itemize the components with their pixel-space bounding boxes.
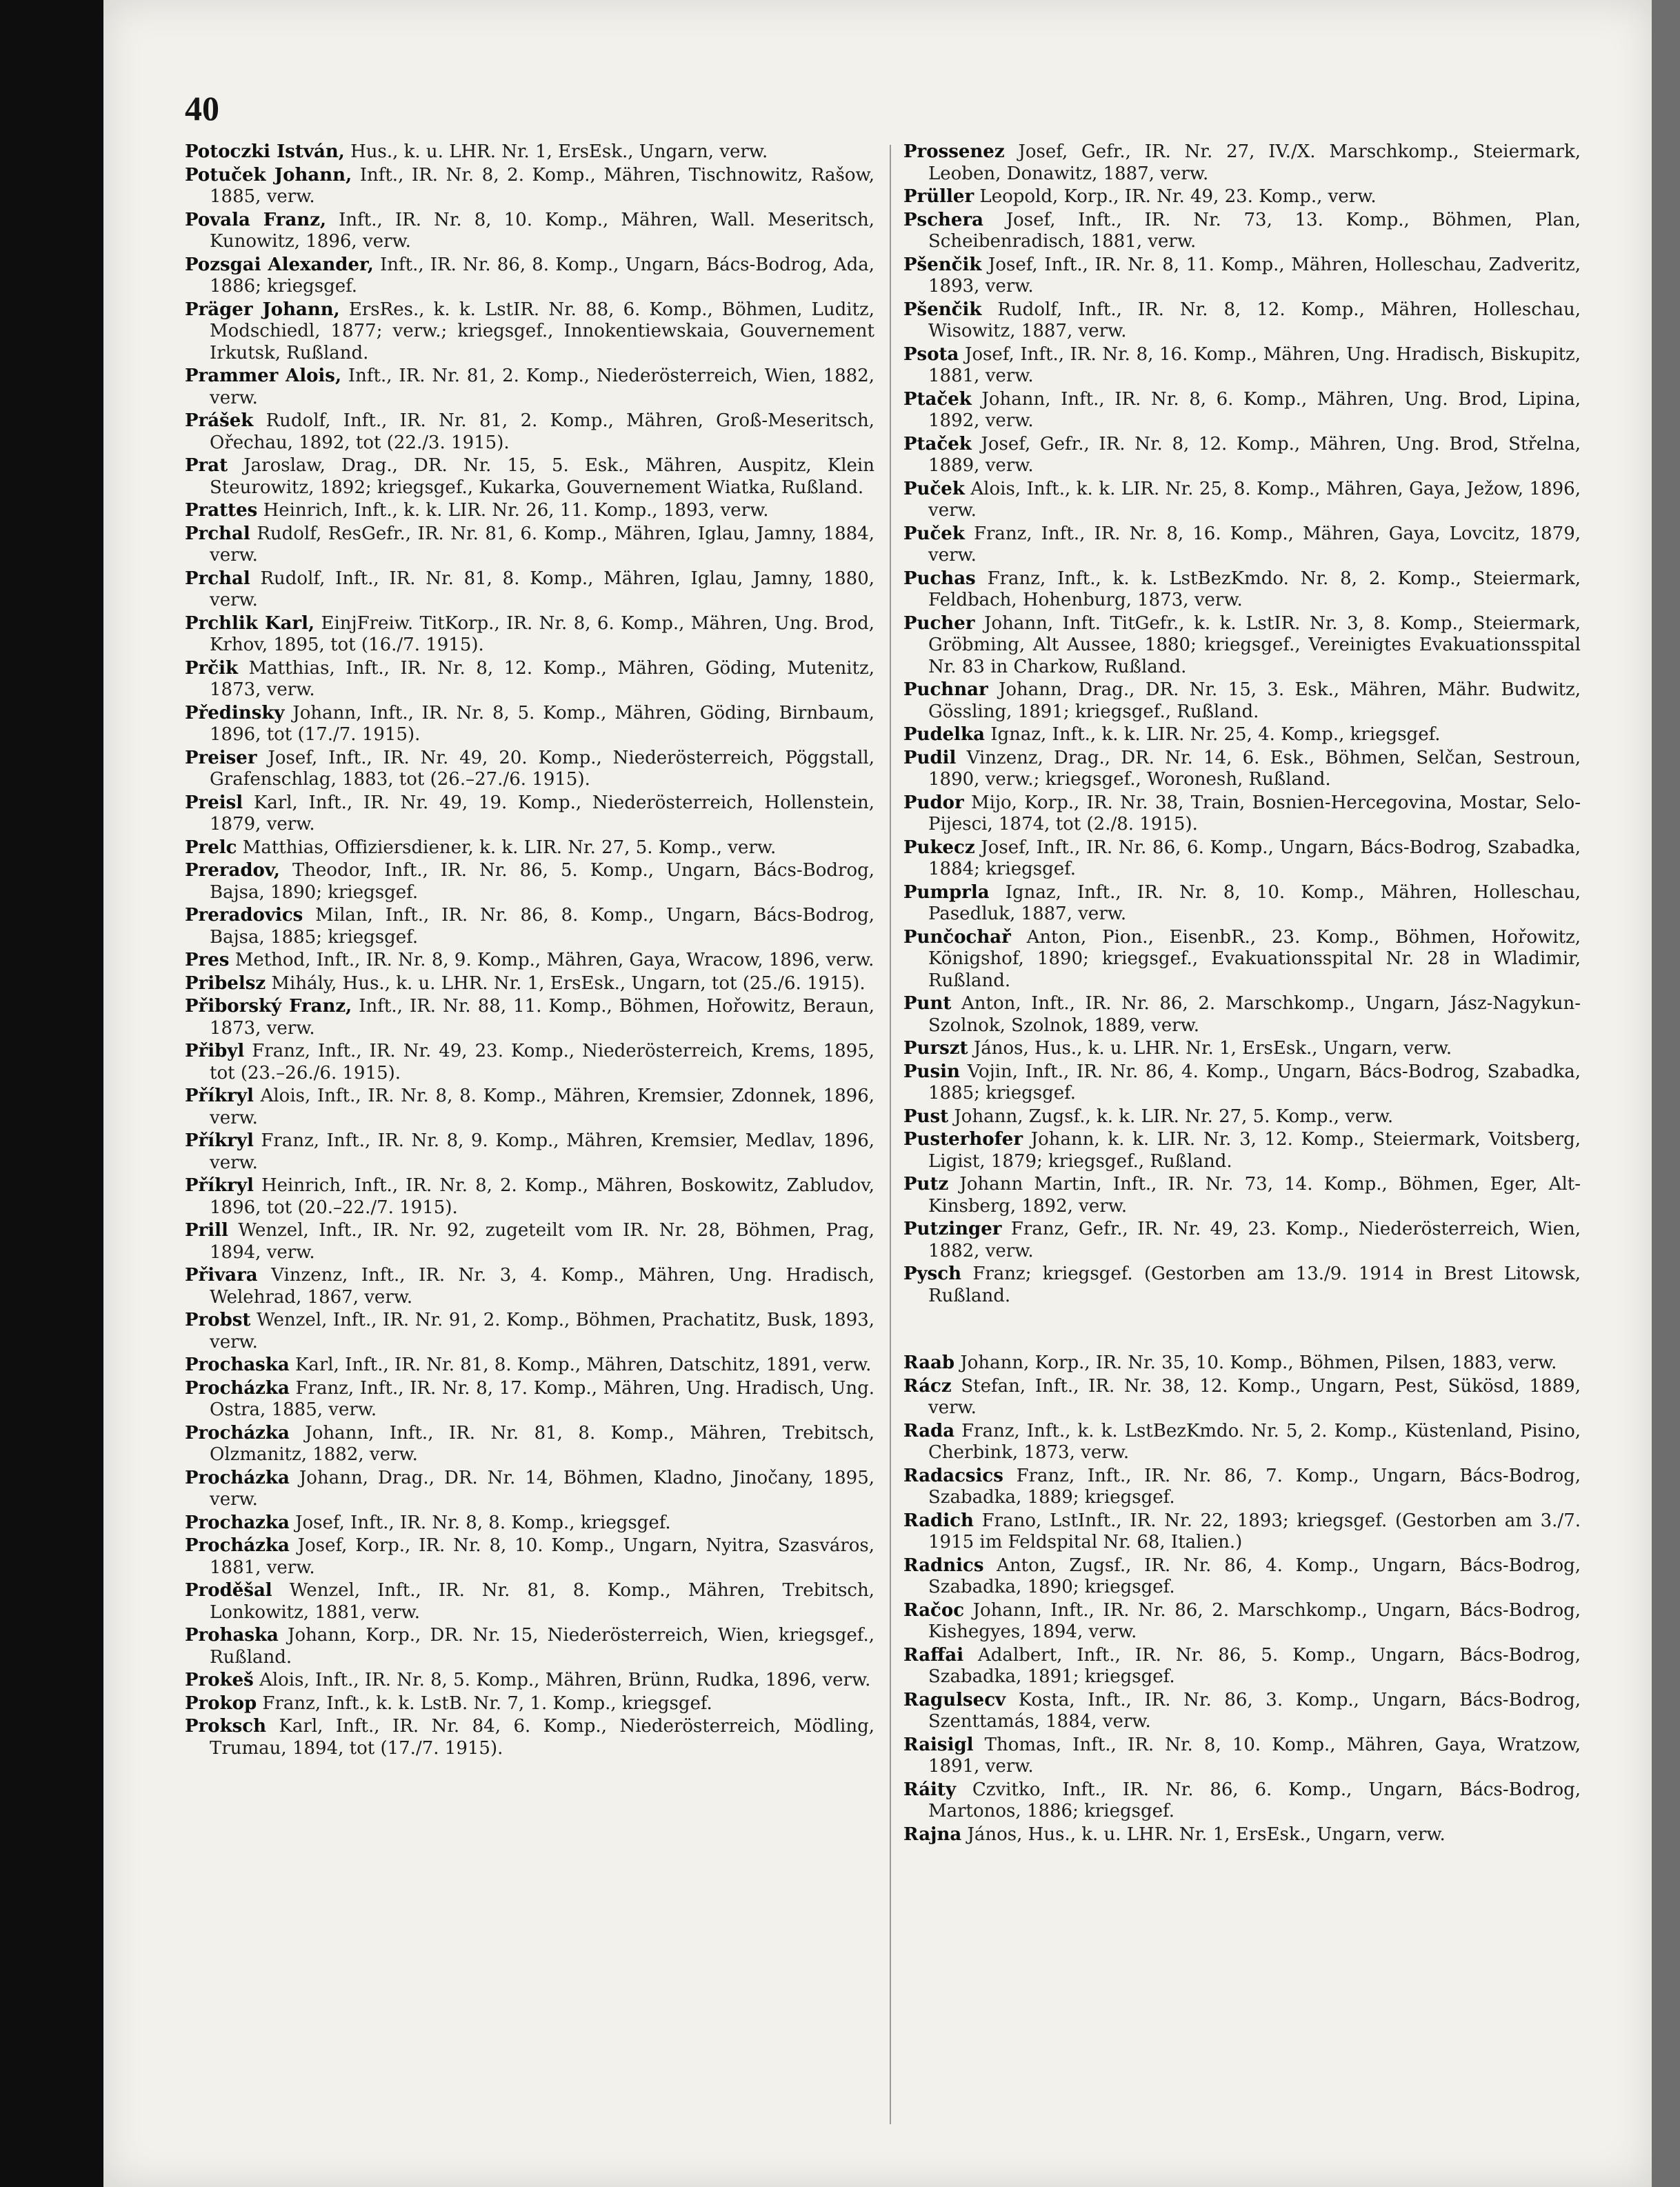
list-entry xyxy=(185,837,874,859)
entry-surname: Punt xyxy=(903,993,952,1014)
entry-details: Hus., k. u. LHR. Nr. 1, ErsEsk., Ungarn, verw. xyxy=(350,141,768,162)
list-entry xyxy=(185,1265,874,1308)
list-entry xyxy=(185,568,874,612)
entry-details: Inft., IR. Nr. 8, 10. Komp., Mähren, Wall. Meseritsch, Kunowitz, 1896, verw. xyxy=(210,209,874,252)
list-entry xyxy=(903,1376,1581,1419)
entry-surname: Přivara xyxy=(185,1265,258,1286)
list-entry xyxy=(185,703,874,746)
entry-surname: Ragulsecv xyxy=(903,1689,1006,1710)
entry-surname: Ptaček xyxy=(903,388,972,410)
entry-surname: Ráity xyxy=(903,1779,957,1800)
list-entry xyxy=(903,1645,1581,1688)
list-entry xyxy=(903,434,1581,477)
list-entry xyxy=(903,748,1581,791)
entry-surname: Pres xyxy=(185,950,230,970)
list-entry xyxy=(903,792,1581,836)
entry-details: Mihály, Hus., k. u. LHR. Nr. 1, ErsEsk., Ungarn, tot (25./6. 1915). xyxy=(271,972,866,994)
entry-details: Stefan, Inft., IR. Nr. 38, 12. Komp., Ungarn, Pest, Sükösd, 1889, verw. xyxy=(928,1375,1581,1418)
entry-details: Franz, Inft., k. k. LstBezKmdo. Nr. 8, 2. Komp., Steiermark, Feldbach, Hohenburg, 1873, verw. xyxy=(928,568,1581,610)
entry-surname: Pukecz xyxy=(903,837,975,858)
entry-surname: Radnics xyxy=(903,1555,984,1576)
list-entry xyxy=(903,724,1581,746)
entry-details: Johann, Inft., IR. Nr. 8, 5. Komp., Mähren, Göding, Birnbaum, 1896, tot (17./7. 1915). xyxy=(210,702,875,745)
entry-details: Franz, Gefr., IR. Nr. 49, 23. Komp., Niederösterreich, Wien, 1882, verw. xyxy=(928,1219,1581,1261)
entry-surname: Psota xyxy=(903,343,959,365)
entry-details: Josef, Inft., IR. Nr. 49, 20. Komp., Niederösterreich, Pöggstall, Grafenschlag, 1883, tot (26.–27./6. 1915). xyxy=(210,747,875,790)
list-entry xyxy=(903,1264,1581,1307)
entry-details: Milan, Inft., IR. Nr. 86, 8. Komp., Ungarn, Bács-Bodrog, Bajsa, 1885; kriegsgef. xyxy=(210,905,874,948)
entry-details: Josef, Gefr., IR. Nr. 8, 12. Komp., Mähren, Ung. Brod, Střelna, 1889, verw. xyxy=(928,433,1581,476)
list-entry xyxy=(185,996,874,1039)
list-entry xyxy=(185,950,874,972)
entry-details: Inft., IR. Nr. 86, 8. Komp., Ungarn, Bács-Bodrog, Ada, 1886; kriegsgef. xyxy=(210,254,874,297)
list-entry xyxy=(903,1600,1581,1644)
entry-surname: Probst xyxy=(185,1310,251,1330)
entry-details: Vinzenz, Inft., IR. Nr. 3, 4. Komp., Mähren, Ung. Hradisch, Welehrad, 1867, verw. xyxy=(210,1265,875,1308)
entry-surname: Předinsky xyxy=(185,702,285,723)
list-entry xyxy=(903,210,1581,253)
entry-surname: Purszt xyxy=(903,1038,968,1059)
entry-surname: Pudor xyxy=(903,792,964,813)
entry-surname: Punčochař xyxy=(903,926,1011,948)
entry-details: Alois, Inft., k. k. LIR. Nr. 25, 8. Komp., Mähren, Gaya, Ježow, 1896, verw. xyxy=(928,478,1581,521)
entry-details: Mijo, Korp., IR. Nr. 38, Train, Bosnien-Hercegovina, Mostar, Selo-Pijesci, 1874, tot (2./8. 1915). xyxy=(928,792,1581,835)
entry-surname: Příkryl xyxy=(185,1175,254,1196)
entry-surname: Prčik xyxy=(185,657,238,679)
list-entry xyxy=(185,1041,874,1084)
entry-details: Adalbert, Inft., IR. Nr. 86, 5. Komp., Ungarn, Bács-Bodrog, Szabadka, 1891; kriegsgef. xyxy=(928,1644,1581,1687)
entry-details: Josef, Korp., IR. Nr. 8, 10. Komp., Ungarn, Nyitra, Szasváros, 1881, verw. xyxy=(210,1535,875,1578)
entry-surname: Prohaska xyxy=(185,1625,279,1646)
entry-details: Johann, Inft., IR. Nr. 8, 6. Komp., Mähren, Ung. Brod, Lipina, 1892, verw. xyxy=(928,388,1581,431)
entry-details: Wenzel, Inft., IR. Nr. 91, 2. Komp., Böhmen, Prachatitz, Busk, 1893, verw. xyxy=(210,1310,874,1352)
entry-surname: Radacsics xyxy=(903,1465,1003,1486)
entry-details: Johann, Drag., DR. Nr. 15, 3. Esk., Mähren, Mähr. Budwitz, Gössling, 1891; kriegsgef., Rußland. xyxy=(928,679,1581,722)
entry-details: Franz, Inft., k. k. LstB. Nr. 7, 1. Komp., kriegsgef. xyxy=(262,1692,712,1714)
entry-surname: Račoc xyxy=(903,1599,965,1621)
entry-surname: Proksch xyxy=(185,1716,266,1737)
list-entry xyxy=(903,927,1581,992)
list-entry xyxy=(903,1510,1581,1554)
entry-details: Method, Inft., IR. Nr. 8, 9. Komp., Mähren, Gaya, Wracow, 1896, verw. xyxy=(234,950,874,970)
entry-surname: Potoczki István, xyxy=(185,141,345,162)
entry-details: Wenzel, Inft., IR. Nr. 81, 8. Komp., Mähren, Trebitsch, Lonkowitz, 1881, verw. xyxy=(210,1580,874,1623)
entry-surname: Preiser xyxy=(185,747,257,768)
list-entry xyxy=(185,1310,874,1353)
entry-details: Rudolf, ResGefr., IR. Nr. 81, 6. Komp., Mähren, Iglau, Jamny, 1884, verw. xyxy=(210,523,874,566)
entry-details: Leopold, Korp., IR. Nr. 49, 23. Komp., verw. xyxy=(979,186,1377,207)
entry-details: Inft., IR. Nr. 81, 2. Komp., Niederösterreich, Wien, 1882, verw. xyxy=(210,366,875,408)
list-entry xyxy=(903,254,1581,298)
list-entry xyxy=(185,1175,874,1219)
list-entry xyxy=(185,905,874,948)
left-column xyxy=(185,141,874,1761)
list-entry xyxy=(903,1421,1581,1464)
entry-details: Alois, Inft., IR. Nr. 8, 5. Komp., Mähren, Brünn, Rudka, 1896, verw. xyxy=(259,1670,871,1690)
entry-surname: Raab xyxy=(903,1352,955,1373)
entry-details: Heinrich, Inft., IR. Nr. 8, 2. Komp., Mähren, Boskowitz, Zabludov, 1896, tot (20.–22./7. 1915). xyxy=(210,1175,875,1218)
entry-details: Franz, Inft., IR. Nr. 86, 7. Komp., Ungarn, Bács-Bodrog, Szabadka, 1889; kriegsgef. xyxy=(928,1465,1581,1508)
scan-edge xyxy=(1652,0,1680,2187)
entry-surname: Procházka xyxy=(185,1422,290,1444)
entry-details: Thomas, Inft., IR. Nr. 8, 10. Komp., Mähren, Gaya, Wratzow, 1891, verw. xyxy=(928,1734,1581,1777)
entry-surname: Prat xyxy=(185,455,228,476)
entry-details: Johann Martin, Inft., IR. Nr. 73, 14. Komp., Böhmen, Eger, Alt-Kinsberg, 1892, verw. xyxy=(928,1174,1581,1217)
entry-details: Johann, Korp., IR. Nr. 35, 10. Komp., Böhmen, Pilsen, 1883, verw. xyxy=(960,1352,1557,1373)
entry-details: Theodor, Inft., IR. Nr. 86, 5. Komp., Ungarn, Bács-Bodrog, Bajsa, 1890; kriegsgef. xyxy=(210,860,875,903)
entry-details: Johann, Korp., DR. Nr. 15, Niederösterreich, Wien, kriegsgef., Rußland. xyxy=(210,1625,874,1668)
entry-details: Franz, Inft., k. k. LstBezKmdo. Nr. 5, 2. Komp., Küstenland, Pisino, Cherbink, 1873, verw. xyxy=(928,1420,1581,1463)
entry-details: Anton, Pion., EisenbR., 23. Komp., Böhmen, Hořowitz, Königshof, 1890; kriegsgef., Evakuationsspital Nr. 28 in Wladimir, Rußland. xyxy=(928,926,1581,991)
entry-details: ErsRes., k. k. LstIR. Nr. 88, 6. Komp., Böhmen, Luditz, Modschiedl, 1877; verw.; kriegsgef., Innokentiewskaia, Gouvernement Irkutsk, Rußland. xyxy=(210,299,875,363)
entry-surname: Procházka xyxy=(185,1377,290,1399)
entry-surname: Prammer Alois, xyxy=(185,366,341,386)
list-entry xyxy=(185,860,874,903)
entry-surname: Pust xyxy=(903,1106,949,1127)
column-divider xyxy=(890,145,891,2124)
entry-details: Alois, Inft., IR. Nr. 8, 8. Komp., Mähren, Kremsier, Zdonnek, 1896, verw. xyxy=(210,1086,875,1128)
list-entry xyxy=(185,1468,874,1511)
list-entry xyxy=(185,658,874,701)
list-entry xyxy=(903,1061,1581,1105)
entry-surname: Pribelsz xyxy=(185,972,266,994)
list-entry xyxy=(903,993,1581,1037)
entry-details: Heinrich, Inft., k. k. LIR. Nr. 26, 11. Komp., 1893, verw. xyxy=(263,500,769,521)
entry-details: Frano, LstInft., IR. Nr. 22, 1893; kriegsgef. (Gestorben am 3./7. 1915 im Feldspital Nr. 68, Italien.) xyxy=(928,1510,1581,1552)
entry-surname: Prokop xyxy=(185,1692,257,1714)
entry-details: Franz, Inft., IR. Nr. 8, 16. Komp., Mähren, Gaya, Lovcitz, 1879, verw. xyxy=(928,523,1581,566)
entry-surname: Prchal xyxy=(185,523,250,544)
entry-surname: Prochaska xyxy=(185,1355,290,1375)
entry-surname: Proděšal xyxy=(185,1580,272,1601)
list-entry xyxy=(903,1352,1581,1375)
entry-surname: Prochazka xyxy=(185,1512,290,1533)
entry-details: Johann, Inft., IR. Nr. 86, 2. Marschkomp., Ungarn, Bács-Bodrog, Kishegyes, 1894, verw. xyxy=(928,1599,1581,1642)
entry-details: Matthias, Offiziersdiener, k. k. LIR. Nr. 27, 5. Komp., verw. xyxy=(242,837,777,858)
list-entry xyxy=(185,1625,874,1668)
list-entry xyxy=(903,1038,1581,1060)
list-entry xyxy=(185,410,874,454)
entry-details: Vojin, Inft., IR. Nr. 86, 4. Komp., Ungarn, Bács-Bodrog, Szabadka, 1885; kriegsgef. xyxy=(928,1061,1581,1104)
entry-surname: Ptaček xyxy=(903,433,972,455)
entry-surname: Přiborský Franz, xyxy=(185,996,352,1017)
entry-surname: Prelc xyxy=(185,837,237,858)
entry-surname: Prchal xyxy=(185,568,250,589)
entry-surname: Raisigl xyxy=(903,1734,974,1755)
list-entry xyxy=(185,210,874,253)
entry-details: Josef, Inft., IR. Nr. 73, 13. Komp., Böhmen, Plan, Scheibenradisch, 1881, verw. xyxy=(928,209,1581,252)
entry-details: Johann, Drag., DR. Nr. 14, Böhmen, Kladno, Jinočany, 1895, verw. xyxy=(210,1467,874,1510)
list-entry xyxy=(185,1220,874,1264)
list-entry xyxy=(185,1423,874,1466)
list-entry xyxy=(185,613,874,657)
list-entry xyxy=(185,1693,874,1715)
entry-details: EinjFreiw. TitKorp., IR. Nr. 8, 6. Komp., Mähren, Ung. Brod, Krhov, 1895, tot (16./7. 1915). xyxy=(210,612,875,655)
list-entry xyxy=(185,1670,874,1692)
entry-surname: Pozsgai Alexander, xyxy=(185,254,374,275)
entry-details: János, Hus., k. u. LHR. Nr. 1, ErsEsk., Ungarn, verw. xyxy=(967,1824,1446,1845)
list-entry xyxy=(903,1219,1581,1262)
entry-details: Kosta, Inft., IR. Nr. 86, 3. Komp., Ungarn, Bács-Bodrog, Szenttamás, 1884, verw. xyxy=(928,1689,1581,1732)
entry-details: Josef, Gefr., IR. Nr. 27, IV./X. Marschkomp., Steiermark, Leoben, Donawitz, 1887, verw. xyxy=(928,141,1581,184)
entry-details: Vinzenz, Drag., DR. Nr. 14, 6. Esk., Böhmen, Selčan, Sestroun, 1890, verw.; kriegsgef., Woronesh, Rußland. xyxy=(928,747,1581,790)
entry-surname: Prüller xyxy=(903,186,974,207)
entry-details: Karl, Inft., IR. Nr. 81, 8. Komp., Mähren, Datschitz, 1891, verw. xyxy=(294,1355,872,1375)
entry-surname: Prill xyxy=(185,1220,228,1241)
entry-surname: Prattes xyxy=(185,500,258,521)
entry-surname: Pusterhofer xyxy=(903,1129,1023,1150)
list-entry xyxy=(185,973,874,995)
list-entry xyxy=(903,1106,1581,1128)
list-entry xyxy=(903,1824,1581,1846)
list-entry xyxy=(903,1129,1581,1172)
entry-surname: Prášek xyxy=(185,410,254,431)
list-entry xyxy=(903,479,1581,522)
entry-surname: Prchlik Karl, xyxy=(185,612,315,634)
list-entry xyxy=(903,613,1581,679)
list-entry xyxy=(185,523,874,567)
entry-details: Franz, Inft., IR. Nr. 49, 23. Komp., Niederösterreich, Krems, 1895, tot (23.–26./6. 1915). xyxy=(210,1041,874,1083)
entry-surname: Pudelka xyxy=(903,724,985,745)
list-entry xyxy=(185,165,874,208)
list-entry xyxy=(903,679,1581,723)
entry-surname: Puček xyxy=(903,523,965,544)
entry-surname: Radich xyxy=(903,1510,974,1531)
entry-surname: Raffai xyxy=(903,1644,964,1666)
list-entry xyxy=(185,366,874,409)
entry-surname: Pucher xyxy=(903,612,975,634)
entry-surname: Putz xyxy=(903,1174,949,1195)
entry-details: Anton, Zugsf., IR. Nr. 86, 4. Komp., Ungarn, Bács-Bodrog, Szabadka, 1890; kriegsgef. xyxy=(928,1555,1581,1597)
entry-surname: Rácz xyxy=(903,1375,952,1397)
entry-details: Johann, Zugsf., k. k. LIR. Nr. 27, 5. Komp., verw. xyxy=(954,1106,1394,1127)
entry-surname: Puček xyxy=(903,478,965,499)
entry-details: Franz, Inft., IR. Nr. 8, 17. Komp., Mähren, Ung. Hradisch, Ung. Ostra, 1885, verw. xyxy=(210,1377,874,1420)
entry-details: Anton, Inft., IR. Nr. 86, 2. Marschkomp., Ungarn, Jász-Nagykun-Szolnok, Szolnok, 1889, verw. xyxy=(928,993,1581,1036)
list-entry xyxy=(185,1378,874,1421)
list-entry xyxy=(903,837,1581,881)
list-entry xyxy=(185,1716,874,1759)
list-entry xyxy=(903,882,1581,926)
list-entry xyxy=(185,1086,874,1129)
entry-details: Johann, Inft., IR. Nr. 81, 8. Komp., Mähren, Trebitsch, Olzmanitz, 1882, verw. xyxy=(210,1422,875,1465)
entry-surname: Příkryl xyxy=(185,1086,254,1106)
entry-surname: Rada xyxy=(903,1420,955,1441)
entry-surname: Potuček Johann, xyxy=(185,164,352,186)
entry-details: Johann, Inft. TitGefr., k. k. LstIR. Nr. 3, 8. Komp., Steiermark, Gröbming, Alt Aussee, 1880; kriegsgef., Vereinigtes Evakuationsspital Nr. 83 in Charkow, Rußland. xyxy=(928,612,1581,677)
entry-details: Karl, Inft., IR. Nr. 84, 6. Komp., Niederösterreich, Mödling, Trumau, 1894, tot (17./7. 1915). xyxy=(210,1716,874,1759)
entry-details: Josef, Inft., IR. Nr. 8, 16. Komp., Mähren, Ung. Hradisch, Biskupitz, 1881, verw. xyxy=(928,343,1581,386)
entry-details: Wenzel, Inft., IR. Nr. 92, zugeteilt vom IR. Nr. 28, Böhmen, Prag, 1894, verw. xyxy=(210,1220,875,1263)
entry-details: Karl, Inft., IR. Nr. 49, 19. Komp., Niederösterreich, Hollenstein, 1879, verw. xyxy=(210,792,875,835)
list-entry xyxy=(185,1355,874,1377)
entry-surname: Pumprla xyxy=(903,881,990,903)
list-entry xyxy=(903,1779,1581,1823)
list-entry xyxy=(185,141,874,163)
list-entry xyxy=(185,792,874,836)
entry-surname: Procházka xyxy=(185,1467,290,1488)
entry-details: Czvitko, Inft., IR. Nr. 86, 6. Komp., Ungarn, Bács-Bodrog, Martonos, 1886; kriegsgef. xyxy=(928,1779,1581,1821)
entry-details: Rudolf, Inft., IR. Nr. 81, 2. Komp., Mähren, Groß-Meseritsch, Ořechau, 1892, tot (22./3. 1915). xyxy=(210,410,875,453)
entry-surname: Preisl xyxy=(185,792,243,813)
list-entry xyxy=(903,389,1581,432)
entry-surname: Prokeš xyxy=(185,1670,254,1690)
list-entry xyxy=(185,1130,874,1174)
entry-details: Matthias, Inft., IR. Nr. 8, 12. Komp., Mähren, Göding, Mutenitz, 1873, verw. xyxy=(210,657,874,700)
entry-details: Josef, Inft., IR. Nr. 8, 8. Komp., kriegsgef. xyxy=(295,1512,671,1533)
entry-details: Josef, Inft., IR. Nr. 8, 11. Komp., Mähren, Holleschau, Zadveritz, 1893, verw. xyxy=(928,254,1581,297)
entry-details: Jaroslaw, Drag., DR. Nr. 15, 5. Esk., Mähren, Auspitz, Klein Steurowitz, 1892; kriegsgef., Kukarka, Gouvernement Wiatka, Rußland. xyxy=(210,455,874,498)
entry-surname: Pschera xyxy=(903,209,984,230)
entry-details: Inft., IR. Nr. 88, 11. Komp., Böhmen, Hořowitz, Beraun, 1873, verw. xyxy=(210,996,875,1039)
entry-details: Ignaz, Inft., IR. Nr. 8, 10. Komp., Mähren, Holleschau, Pasedluk, 1887, verw. xyxy=(928,881,1581,924)
list-entry xyxy=(185,748,874,791)
entry-surname: Procházka xyxy=(185,1535,290,1556)
entry-surname: Pysch xyxy=(903,1264,962,1284)
list-entry xyxy=(185,254,874,298)
entry-details: Inft., IR. Nr. 8, 2. Komp., Mähren, Tischnowitz, Rašow, 1885, verw. xyxy=(210,164,874,207)
entry-surname: Pudil xyxy=(903,747,957,768)
list-entry xyxy=(185,299,874,365)
entry-surname: Povala Franz, xyxy=(185,209,327,230)
entry-surname: Puchnar xyxy=(903,679,988,700)
list-entry xyxy=(903,1690,1581,1733)
list-entry xyxy=(185,455,874,499)
page-number: 40 xyxy=(185,89,219,128)
entry-details: Rudolf, Inft., IR. Nr. 8, 12. Komp., Mähren, Holleschau, Wisowitz, 1887, verw. xyxy=(928,299,1581,341)
list-entry xyxy=(903,568,1581,612)
list-entry xyxy=(903,1174,1581,1217)
list-entry xyxy=(903,1466,1581,1509)
list-entry xyxy=(903,141,1581,185)
entry-details: Johann, k. k. LIR. Nr. 3, 12. Komp., Steiermark, Voitsberg, Ligist, 1879; kriegsgef., Rußland. xyxy=(928,1129,1581,1172)
entry-details: Franz; kriegsgef. (Gestorben am 13./9. 1914 in Brest Litowsk, Rußland. xyxy=(928,1264,1581,1306)
entry-details: János, Hus., k. u. LHR. Nr. 1, ErsEsk., Ungarn, verw. xyxy=(973,1038,1452,1059)
entry-surname: Pšenčik xyxy=(903,299,982,320)
entry-surname: Puchas xyxy=(903,568,976,589)
list-entry xyxy=(903,186,1581,208)
entry-surname: Präger Johann, xyxy=(185,299,340,320)
list-entry xyxy=(185,1580,874,1624)
list-entry xyxy=(903,1735,1581,1778)
entry-surname: Preradovics xyxy=(185,905,303,926)
entry-details: Rudolf, Inft., IR. Nr. 81, 8. Komp., Mähren, Iglau, Jamny, 1880, verw. xyxy=(210,568,875,610)
entry-surname: Pusin xyxy=(903,1061,960,1082)
section-gap xyxy=(903,1308,1581,1352)
entry-surname: Přibyl xyxy=(185,1041,245,1061)
entry-surname: Pšenčik xyxy=(903,254,982,275)
entry-surname: Rajna xyxy=(903,1824,962,1845)
entry-surname: Preradov, xyxy=(185,860,280,881)
entry-surname: Prossenez xyxy=(903,141,1005,162)
list-entry xyxy=(903,1555,1581,1599)
entry-details: Ignaz, Inft., k. k. LIR. Nr. 25, 4. Komp., kriegsgef. xyxy=(990,724,1441,745)
list-entry xyxy=(185,1512,874,1535)
list-entry xyxy=(903,299,1581,343)
list-entry xyxy=(185,1535,874,1579)
list-entry xyxy=(903,344,1581,388)
entry-surname: Putzinger xyxy=(903,1219,1002,1239)
right-column xyxy=(903,141,1581,1847)
entry-details: Franz, Inft., IR. Nr. 8, 9. Komp., Mähren, Kremsier, Medlav, 1896, verw. xyxy=(210,1130,874,1173)
entry-details: Josef, Inft., IR. Nr. 86, 6. Komp., Ungarn, Bács-Bodrog, Szabadka, 1884; kriegsgef. xyxy=(928,837,1581,879)
list-entry xyxy=(185,500,874,522)
list-entry xyxy=(903,523,1581,567)
entry-surname: Příkryl xyxy=(185,1130,254,1151)
